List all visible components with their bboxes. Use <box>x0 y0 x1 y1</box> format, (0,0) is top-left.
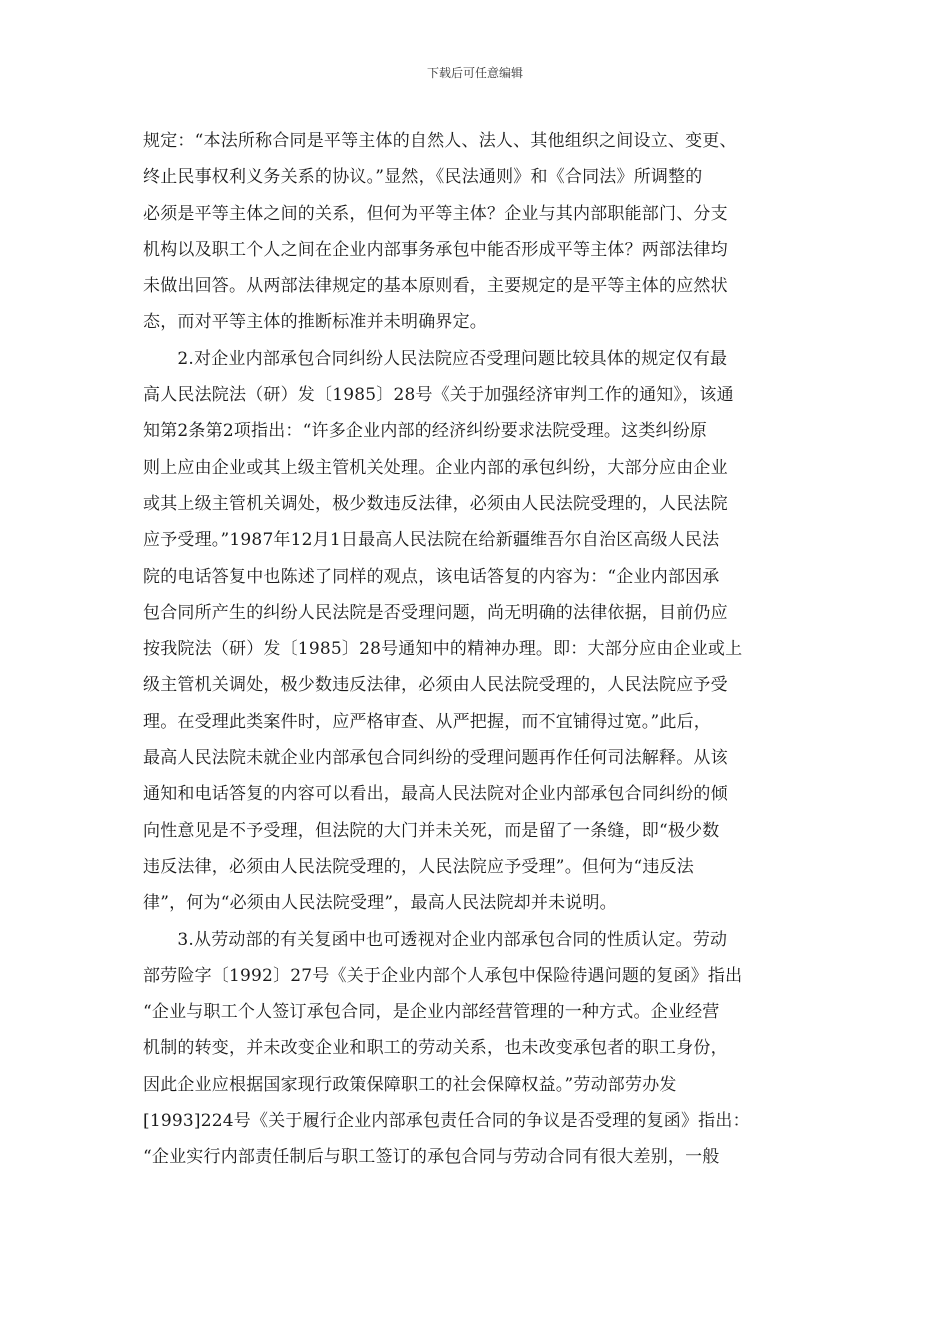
text-line: 必须是平等主体之间的关系，但何为平等主体？企业与其内部职能部门、分支 <box>143 203 728 224</box>
text-line: 通知和电话答复的内容可以看出，最高人民法院对企业内部承包合同纠纷的倾 <box>143 784 728 805</box>
text-line: 按我院法（研）发〔1985〕28号通知中的精神办理。即：大部分应由企业或上 <box>143 639 743 660</box>
text-line: 知第2条第2项指出：“许多企业内部的经济纠纷要求法院受理。这类纠纷原 <box>143 421 708 442</box>
text-line: 2.对企业内部承包合同纠纷人民法院应否受理问题比较具体的规定仅有最 <box>143 348 728 369</box>
text-line: 律”，何为“必须由人民法院受理”，最高人民法院却并未说明。 <box>143 893 617 914</box>
document-body <box>143 123 808 1176</box>
text-line: 级主管机关调处，极少数违反法律，必须由人民法院受理的，人民法院应予受 <box>143 675 728 696</box>
text-line: [1993]224号《关于履行企业内部承包责任合同的争议是否受理的复函》指出： <box>143 1111 750 1132</box>
text-line: 理。在受理此类案件时，应严格审查、从严把握，而不宜铺得过宽。”此后， <box>143 711 711 732</box>
text-line: 机构以及职工个人之间在企业内部事务承包中能否形成平等主体？两部法律均 <box>143 239 728 260</box>
text-line: 或其上级主管机关调处，极少数违反法律，必须由人民法院受理的，人民法院 <box>143 493 728 514</box>
text-line: 3.从劳动部的有关复函中也可透视对企业内部承包合同的性质认定。劳动 <box>143 929 728 950</box>
text-line: 向性意见是不予受理，但法院的大门并未关死，而是留了一条缝，即“极少数 <box>143 820 720 841</box>
text-line: 院的电话答复中也陈述了同样的观点，该电话答复的内容为：“企业内部因承 <box>143 566 720 587</box>
text-line: “企业实行内部责任制后与职工签订的承包合同与劳动合同有很大差别，一般 <box>143 1147 720 1168</box>
text-line: 高人民法院法（研）发〔1985〕28号《关于加强经济审判工作的通知》，该通 <box>143 385 734 406</box>
text-line: 规定：“本法所称合同是平等主体的自然人、法人、其他组织之间设立、变更、 <box>143 131 737 151</box>
text-line: 部劳险字〔1992〕27号《关于企业内部个人承包中保险待遇问题的复函》指出 <box>143 965 743 986</box>
text-line: 因此企业应根据国家现行政策保障职工的社会保障权益。”劳动部劳办发 <box>143 1074 677 1095</box>
text-line: 终止民事权利义务关系的协议。”显然，《民法通则》和《合同法》所调整的 <box>143 167 703 188</box>
text-line: 最高人民法院未就企业内部承包合同纠纷的受理问题再作任何司法解释。从该 <box>143 748 728 769</box>
text-line: 未做出回答。从两部法律规定的基本原则看，主要规定的是平等主体的应然状 <box>143 276 728 297</box>
text-line: “企业与职工个人签订承包合同，是企业内部经营管理的一种方式。企业经营 <box>143 1002 720 1023</box>
text-line: 机制的转变，并未改变企业和职工的劳动关系，也未改变承包者的职工身份， <box>143 1038 728 1059</box>
text-line: 包合同所产生的纠纷人民法院是否受理问题，尚无明确的法律依据，目前仍应 <box>143 602 728 623</box>
page-header: 下载后可任意编辑 <box>426 66 523 80</box>
text-line: 态，而对平等主体的推断标准并未明确界定。 <box>143 312 487 333</box>
text-line: 则上应由企业或其上级主管机关处理。企业内部的承包纠纷，大部分应由企业 <box>143 457 728 478</box>
text-line: 违反法律，必须由人民法院受理的，人民法院应予受理”。但何为“违反法 <box>143 856 694 877</box>
text-line: 应予受理。”1987年12月1日最高人民法院在给新疆维吾尔自治区高级人民法 <box>143 530 720 551</box>
